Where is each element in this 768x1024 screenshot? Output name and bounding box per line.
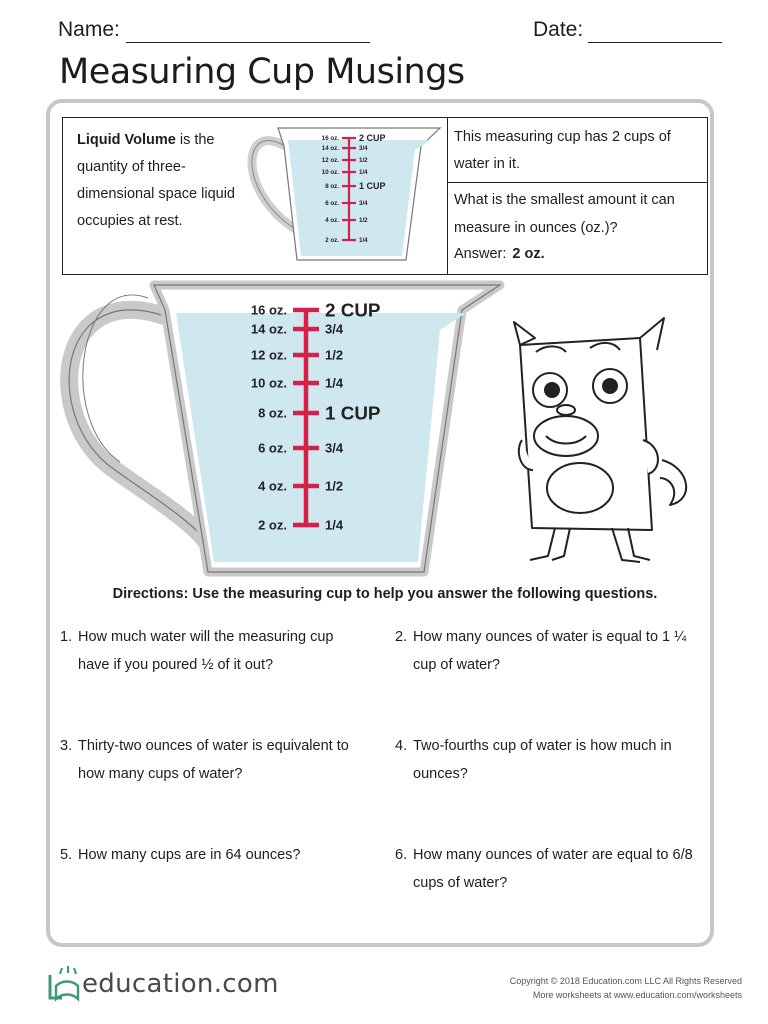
page-title: Measuring Cup Musings	[59, 52, 465, 92]
question-text: How much water will the measuring cup have if you poured ½ of it out?	[78, 629, 334, 673]
cup-label: 2 CUP	[325, 299, 381, 321]
cup-label: 1 CUP	[359, 181, 386, 192]
oz-label: 10 oz.	[250, 375, 287, 391]
directions: Directions: Use the measuring cup to help you answer the following questions.	[112, 586, 658, 602]
answer-value: 2 oz.	[512, 246, 545, 262]
question-2	[395, 623, 705, 679]
question-number: 2.	[395, 629, 408, 645]
definition-term: Liquid Volume	[77, 132, 176, 148]
oz-label: 16 oz.	[250, 302, 287, 318]
question-text: How many cups are in 64 ounces?	[78, 847, 301, 863]
date-label: Date:	[533, 18, 584, 41]
question-5	[60, 841, 365, 869]
logo-text: education.com	[82, 969, 279, 999]
question-number: 3.	[60, 738, 73, 754]
example-question: What is the smallest amount it can measure in ounces (oz.)?	[454, 192, 675, 236]
question-text: Thirty-two ounces of water is equivalent to how many cups of water?	[78, 738, 349, 782]
question-4	[395, 732, 705, 788]
answer-label: Answer:	[454, 246, 507, 262]
question-number: 4.	[395, 738, 408, 754]
copyright	[510, 974, 742, 1002]
oz-label: 2 oz.	[258, 517, 287, 533]
oz-label: 4 oz.	[258, 478, 287, 494]
name-label: Name:	[58, 18, 120, 41]
oz-label: 8 oz.	[258, 405, 287, 421]
question-text: How many ounces of water are equal to 6/8 cups of water?	[413, 847, 693, 891]
cartoon-dog-illustration	[514, 318, 686, 562]
cup-label: 3/4	[325, 321, 344, 337]
cup-label: 2 CUP	[359, 133, 386, 144]
cup-label: 3/4	[359, 200, 368, 208]
question-3	[60, 732, 365, 788]
cup-label: 1/4	[359, 237, 368, 245]
oz-label: 6 oz.	[258, 440, 287, 456]
small-measuring-cup	[252, 128, 440, 260]
oz-label: 8 oz.	[325, 183, 339, 191]
cup-label: 1/2	[359, 217, 368, 225]
cup-label: 3/4	[359, 145, 368, 153]
question-text: How many ounces of water is equal to 1 ¼ cup of water?	[413, 629, 687, 673]
oz-label: 14 oz.	[321, 145, 339, 153]
large-measuring-cup	[69, 285, 500, 572]
oz-label: 10 oz.	[321, 169, 339, 177]
cup-label: 1/4	[325, 517, 344, 533]
copyright-line-2: More worksheets at www.education.com/worksheets	[532, 990, 742, 1000]
question-number: 1.	[60, 629, 73, 645]
copyright-line-1: Copyright © 2018 Education.com LLC All Rights Reserved	[509, 976, 742, 986]
cup-label: 1/2	[325, 347, 344, 363]
oz-label: 2 oz.	[325, 237, 339, 245]
question-number: 5.	[60, 847, 73, 863]
cup-label: 1 CUP	[325, 402, 381, 424]
cup-label: 1/4	[325, 375, 344, 391]
cup-label: 1/4	[359, 169, 368, 177]
cup-fact: This measuring cup has 2 cups of water in it.	[454, 129, 671, 172]
cup-label: 1/2	[325, 478, 344, 494]
question-1	[60, 623, 365, 679]
oz-label: 14 oz.	[250, 321, 287, 337]
definition-body: is the quantity of three-dimensional space liquid occupies at rest.	[77, 132, 235, 229]
cup-label: 1/2	[359, 157, 368, 165]
question-text: Two-fourths cup of water is how much in ounces?	[413, 738, 672, 782]
question-number: 6.	[395, 847, 408, 863]
oz-label: 16 oz.	[321, 135, 339, 143]
question-6	[395, 841, 705, 897]
education-logo-mark	[50, 966, 78, 999]
oz-label: 12 oz.	[321, 157, 339, 165]
cup-label: 3/4	[325, 440, 344, 456]
oz-label: 4 oz.	[325, 217, 339, 225]
oz-label: 12 oz.	[250, 347, 287, 363]
oz-label: 6 oz.	[325, 200, 339, 208]
